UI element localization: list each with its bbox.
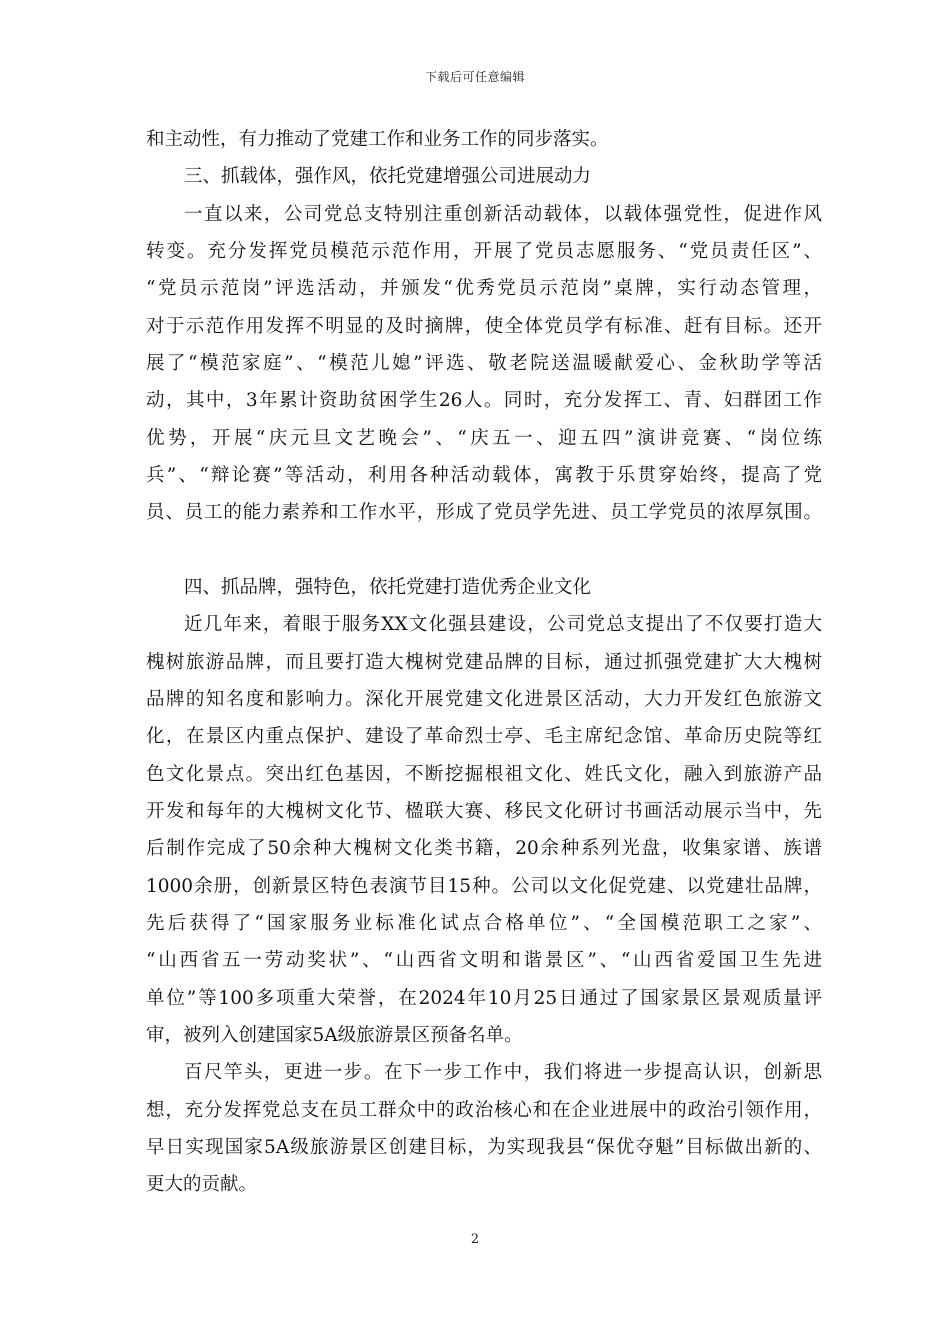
text-line: 开发和每年的大槐树文化节、楹联大赛、移民文化研讨书画活动展示当中，先 xyxy=(146,801,822,822)
text-line: 1000余册，创新景区特色表演节目15种。公司以文化促党建、以党建壮品牌， xyxy=(146,876,822,897)
text-line: 和主动性，有力推动了党建工作和业务工作的同步落实。 xyxy=(146,129,609,150)
text-line: 近几年来，着眼于服务XX文化强县建设，公司党总支提出了不仅要打造大 xyxy=(184,614,822,635)
text-line: 先后获得了“国家服务业标准化试点合格单位”、“全国模范职工之家”、 xyxy=(146,913,822,934)
text-line: 槐树旅游品牌，而且要打造大槐树党建品牌的目标，通过抓强党建扩大大槐树 xyxy=(146,652,822,673)
text-line: 色文化景点。突出红色基因，不断挖掘根祖文化、姓氏文化，融入到旅游产品 xyxy=(146,764,822,785)
text-line: 品牌的知名度和影响力。深化开展党建文化进景区活动，大力开发红色旅游文 xyxy=(146,689,822,710)
text-line: 优势，开展“庆元旦文艺晚会”、“庆五一、迎五四”演讲竞赛、“岗位练 xyxy=(146,428,822,449)
text-line: 动，其中，3年累计资助贫困学生26人。同时，充分发挥工、青、妇群团工作 xyxy=(146,390,822,411)
text-line: 化，在景区内重点保护、建设了革命烈士亭、毛主席纪念馆、革命历史院等红 xyxy=(146,726,822,747)
text-line: 百尺竿头，更进一步。在下一步工作中，我们将进一步提高认识，创新思 xyxy=(184,1062,822,1083)
text-line: 兵”、“辩论赛”等活动，利用各种活动载体，寓教于乐贯穿始终，提高了党 xyxy=(146,465,822,486)
text-line: 审，被列入创建国家5A级旅游景区预备名单。 xyxy=(146,1025,523,1046)
page-number: 2 xyxy=(470,1232,480,1247)
page-header: 下载后可任意编辑 xyxy=(424,70,525,84)
text-line: 员、员工的能力素养和工作水平，形成了党员学先进、员工学党员的浓厚氛围。 xyxy=(146,502,822,523)
text-line: “山西省五一劳动奖状”、“山西省文明和谐景区”、“山西省爱国卫生先进 xyxy=(146,950,822,971)
section-heading-3: 三、抓载体，强作风，依托党建增强公司进展动力 xyxy=(184,166,592,187)
text-line: 想，充分发挥党总支在员工群众中的政治核心和在企业进展中的政治引领作用， xyxy=(146,1100,822,1121)
text-line: 展了“模范家庭”、“模范儿媳”评选、敬老院送温暖献爱心、金秋助学等活 xyxy=(146,353,822,374)
section-heading-4: 四、抓品牌，强特色，依托党建打造优秀企业文化 xyxy=(184,577,592,598)
text-line: 一直以来，公司党总支特别注重创新活动载体，以载体强党性，促进作风 xyxy=(184,204,822,225)
text-line: 转变。充分发挥党员模范示范作用，开展了党员志愿服务、“党员责任区”、 xyxy=(146,241,822,262)
text-line: 后制作完成了50余种大槐树文化类书籍，20余种系列光盘，收集家谱、族谱 xyxy=(146,838,822,859)
text-line: 对于示范作用发挥不明显的及时摘牌，使全体党员学有标准、赶有目标。还开 xyxy=(146,316,822,337)
text-line: 更大的贡献。 xyxy=(146,1174,258,1195)
text-line: “党员示范岗”评选活动，并颁发“优秀党员示范岗”桌牌，实行动态管理， xyxy=(146,278,822,299)
text-line: 早日实现国家5A级旅游景区创建目标，为实现我县“保优夺魁”目标做出新的、 xyxy=(146,1137,822,1158)
text-line: 单位”等100多项重大荣誉，在2024年10月25日通过了国家景区景观质量评 xyxy=(146,988,822,1009)
